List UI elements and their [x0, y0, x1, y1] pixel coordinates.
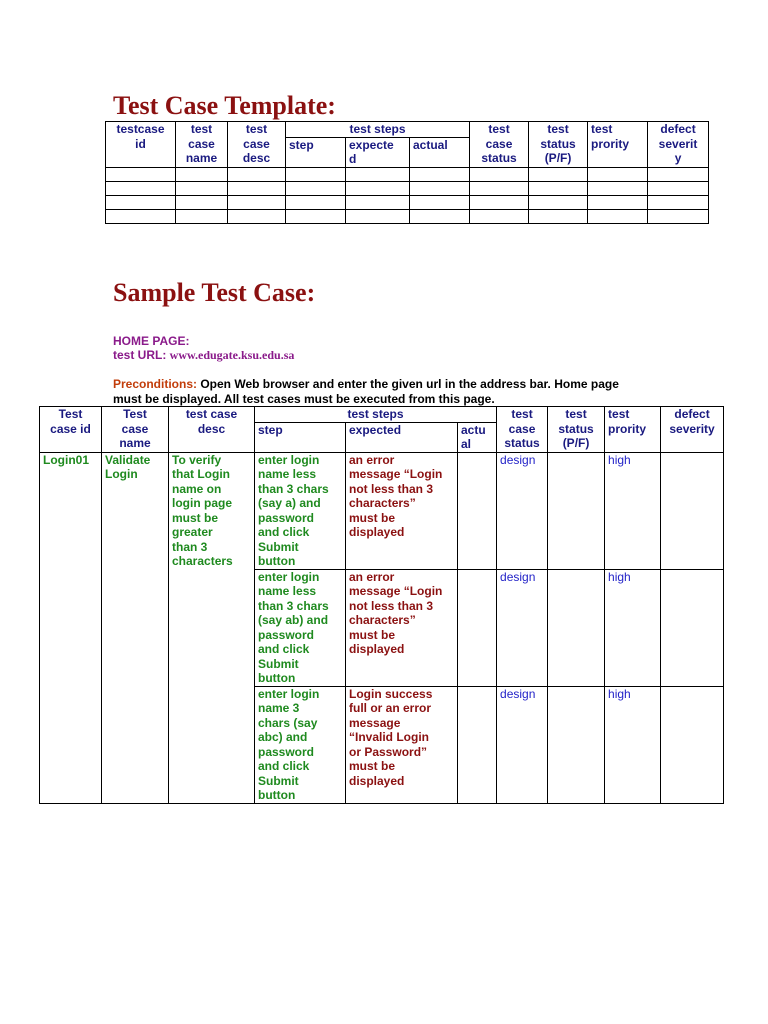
severity-cell	[661, 452, 724, 569]
template-header-desc: test case desc	[228, 122, 286, 168]
prority-cell: high	[605, 569, 661, 686]
template-row	[106, 195, 709, 209]
sample-header-expected: expected	[346, 422, 458, 452]
sample-header-id: Test case id	[40, 407, 102, 453]
preconditions	[113, 377, 673, 406]
template-header-status: test status (P/F)	[529, 122, 588, 168]
actual-cell	[458, 686, 497, 803]
status-cell	[548, 686, 605, 803]
case-id-cell: Login01	[40, 452, 102, 803]
case-desc-cell: To verify that Login name on login page must be greater than 3 characters	[169, 452, 255, 803]
template-row	[106, 167, 709, 181]
template-header-case-status: test case status	[470, 122, 529, 168]
prority-cell: high	[605, 686, 661, 803]
step-cell: enter login name 3 chars (say abc) and password and click Submit button	[255, 686, 346, 803]
preconditions-text-2: must be displayed. All test cases must be executed from this page.	[113, 391, 495, 406]
sample-header-case-status: test case status	[497, 407, 548, 453]
expected-cell: an error message “Login not less than 3 characters” must be displayed	[346, 569, 458, 686]
severity-cell	[661, 569, 724, 686]
sample-title: Sample Test Case:	[113, 278, 316, 307]
case-status-cell: design	[497, 452, 548, 569]
case-status-cell: design	[497, 686, 548, 803]
template-header-id: testcase id	[106, 122, 176, 168]
expected-cell: an error message “Login not less than 3 characters” must be displayed	[346, 452, 458, 569]
table-row	[40, 452, 724, 569]
test-url-line	[113, 348, 294, 363]
step-cell: enter login name less than 3 chars (say a) and password and click Submit button	[255, 452, 346, 569]
template-row	[106, 181, 709, 195]
preconditions-text-1: Open Web browser and enter the given url in the address bar. Home page	[200, 377, 619, 391]
expected-cell: Login success full or an error message “Invalid Login or Password” must be displayed	[346, 686, 458, 803]
template-row	[106, 209, 709, 223]
step-cell: enter login name less than 3 chars (say ab) and password and click Submit button	[255, 569, 346, 686]
case-name-cell: Validate Login	[102, 452, 169, 803]
template-header-name: test case name	[176, 122, 228, 168]
test-url-label: test URL:	[113, 348, 170, 362]
template-header-severity: defect severit y	[648, 122, 709, 168]
home-page-label: HOME PAGE:	[113, 334, 190, 348]
sample-table	[39, 406, 724, 804]
sample-header-actual: actu al	[458, 422, 497, 452]
sample-header-steps: test steps	[255, 407, 497, 423]
case-status-cell: design	[497, 569, 548, 686]
template-header-expected: expecte d	[346, 137, 410, 167]
sample-header-severity: defect severity	[661, 407, 724, 453]
sample-header-prority: test prority	[605, 407, 661, 453]
prority-cell: high	[605, 452, 661, 569]
preconditions-label: Preconditions:	[113, 377, 201, 391]
sample-header-step: step	[255, 422, 346, 452]
actual-cell	[458, 452, 497, 569]
sample-header-desc: test case desc	[169, 407, 255, 453]
template-table	[105, 121, 709, 224]
template-header-prority: test prority	[588, 122, 648, 168]
template-header-steps: test steps	[286, 122, 470, 138]
status-cell	[548, 452, 605, 569]
template-header-actual: actual	[410, 137, 470, 167]
status-cell	[548, 569, 605, 686]
severity-cell	[661, 686, 724, 803]
sample-header-status: test status (P/F)	[548, 407, 605, 453]
template-title: Test Case Template:	[113, 91, 336, 120]
actual-cell	[458, 569, 497, 686]
test-url-link[interactable]: www.edugate.ksu.edu.sa	[169, 348, 295, 362]
template-header-step: step	[286, 137, 346, 167]
sample-header-name: Test case name	[102, 407, 169, 453]
